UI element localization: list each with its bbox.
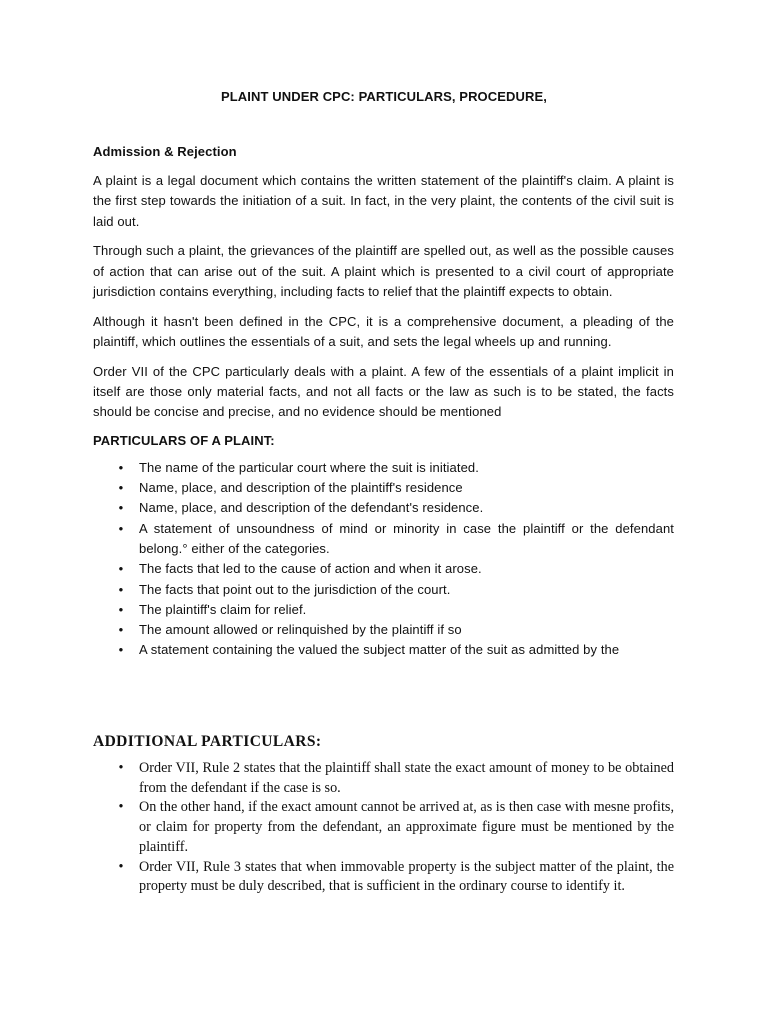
list-item-text: The name of the particular court where the suit is initiated.	[139, 459, 479, 475]
list-item-text: On the other hand, if the exact amount cannot be arrived at, as is then case with mesne profits, or claim for property from the defendant, an approximate figure must be mentioned by the plaintiff.	[139, 799, 674, 855]
paragraph-3: Although it hasn't been defined in the CPC, it is a comprehensive document, a pleading of the plaintiff, which outlines the essentials of a suit, and sets the legal wheels up and running.	[93, 313, 674, 350]
list-item	[93, 458, 674, 478]
bullet-icon: •	[118, 601, 124, 617]
particulars-heading: PARTICULARS OF A PLAINT:	[93, 432, 275, 448]
list-item-text: Order VII, Rule 2 states that the plaintiff shall state the exact amount of money to be obtained from the defendant if the case is so.	[139, 760, 674, 796]
additional-list	[93, 759, 674, 897]
list-item-text: Name, place, and description of the defendant's residence.	[139, 500, 484, 516]
bullet-icon: •	[118, 642, 124, 658]
main-section	[93, 143, 674, 661]
bullet-icon: •	[118, 520, 124, 536]
subheading: Admission & Rejection	[93, 144, 237, 159]
list-item-text: The plaintiff's claim for relief.	[139, 601, 307, 617]
paragraph-1: A plaint is a legal document which contains the written statement of the plaintiff's claim. A plaint is the first step towards the initiation of a suit. In fact, in the very plaint, the contents of the civil suit is laid out.	[93, 173, 674, 229]
list-item	[93, 580, 674, 600]
list-item-text: The facts that point out to the jurisdiction of the court.	[139, 581, 451, 597]
list-item-text: A statement containing the valued the subject matter of the suit as admitted by the	[139, 642, 620, 658]
list-item	[93, 798, 674, 857]
list-item	[93, 519, 674, 560]
additional-heading: ADDITIONAL PARTICULARS:	[93, 733, 322, 750]
list-item	[93, 559, 674, 579]
bullet-icon: •	[118, 858, 124, 875]
list-item	[93, 620, 674, 640]
bullet-icon: •	[118, 500, 124, 516]
bullet-icon: •	[118, 581, 124, 597]
bullet-icon: •	[118, 459, 124, 475]
bullet-icon: •	[118, 561, 124, 577]
bullet-icon: •	[118, 760, 124, 776]
additional-section	[93, 733, 674, 897]
list-item	[93, 858, 674, 897]
document-title: PLAINT UNDER CPC: PARTICULARS, PROCEDURE,	[221, 89, 547, 104]
list-item	[93, 640, 674, 660]
list-item	[93, 600, 674, 620]
paragraph-2: Through such a plaint, the grievances of the plaintiff are spelled out, as well as the possible causes of action that can arise out of the suit. A plaint which is presented to a civil court of appropriate jurisdiction contains everything, including facts to relief that the plaintiff expects to obtain.	[93, 243, 674, 299]
particulars-list	[93, 458, 674, 661]
paragraph-4: Order VII of the CPC particularly deals with a plaint. A few of the essentials of a plaint implicit in itself are those only material facts, and not all facts or the law as such is to be stated, the facts should be concise and precise, and no evidence should be mentioned	[93, 363, 674, 420]
list-item	[93, 478, 674, 498]
bullet-icon: •	[118, 480, 124, 496]
list-item-text: The facts that led to the cause of action and when it arose.	[139, 561, 482, 577]
list-item-text: Name, place, and description of the plaintiff's residence	[139, 480, 463, 496]
list-item	[93, 759, 674, 798]
list-item-text: A statement of unsoundness of mind or minority in case the plaintiff or the defendant belong.° either of the categories.	[139, 520, 674, 556]
bullet-icon: •	[118, 622, 124, 638]
list-item	[93, 498, 674, 518]
list-item-text: The amount allowed or relinquished by the plaintiff if so	[139, 622, 462, 638]
bullet-icon: •	[118, 799, 124, 816]
list-item-text: Order VII, Rule 3 states that when immovable property is the subject matter of the plaint, the property must be duly described, that is sufficient in the ordinary course to identify it.	[139, 858, 674, 895]
